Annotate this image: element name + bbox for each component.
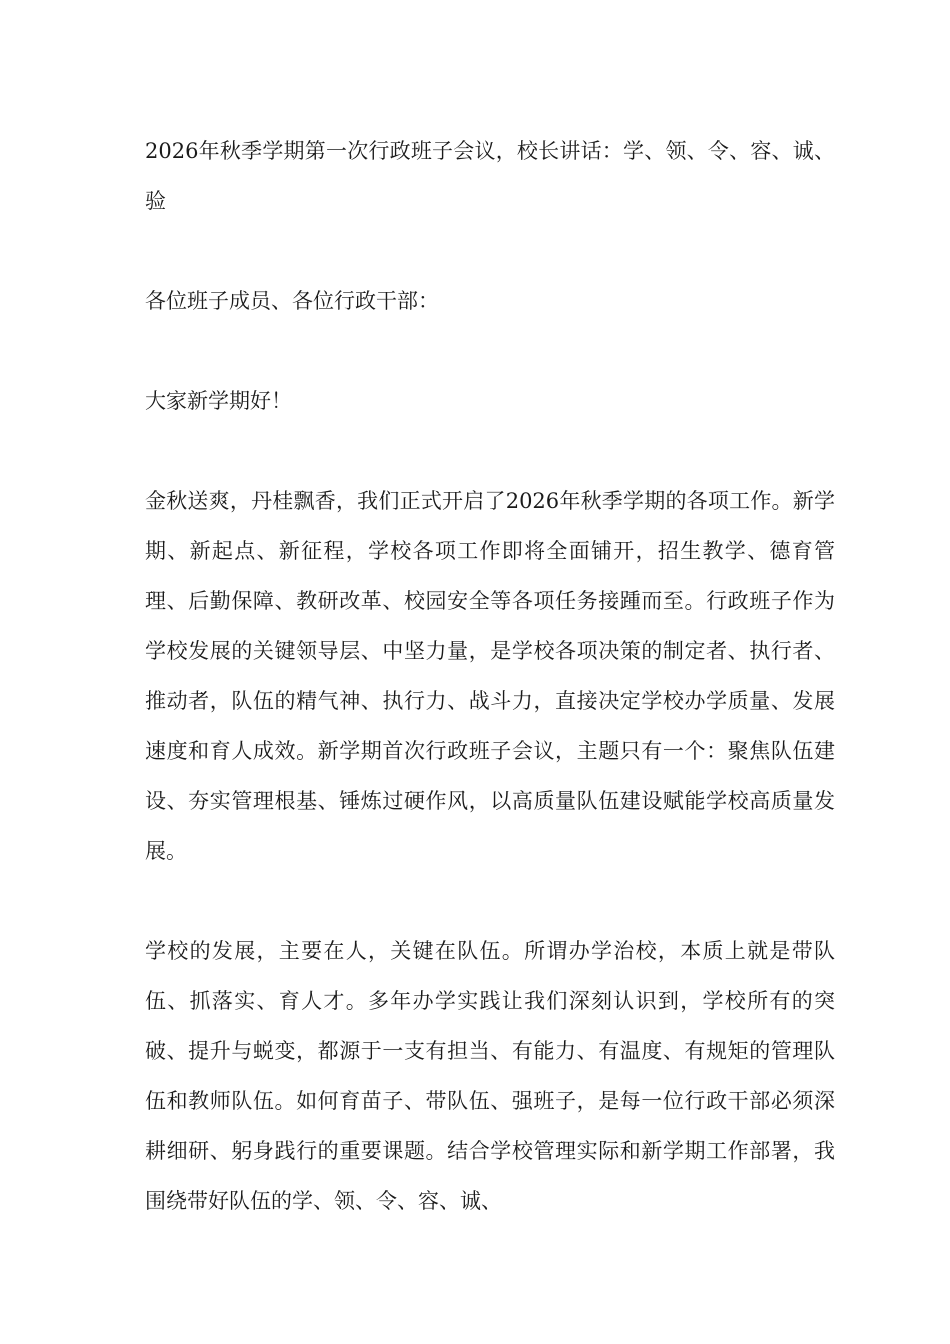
salutation: 各位班子成员、各位行政干部： [145, 289, 439, 313]
body-paragraph-2: 学校的发展，主要在人，关键在队伍。所谓办学治校，本质上就是带队伍、抓落实、育人才。多年办学实践让我们深刻认识到，学校所有的突破、提升与蜕变，都源于一支有担当、有能力、有温度、有规矩的管理队伍和教师队伍。如何育苗子、带队伍、强班子，是每一位行政干部必须深耕细研、躬身践行的重要课题。结合学校管理实际和新学期工作部署，我围绕带好队伍的学、领、令、容、诚、 [145, 939, 835, 1213]
body-paragraph-1: 金秋送爽，丹桂飘香，我们正式开启了2026年秋季学期的各项工作。新学期、新起点、新征程，学校各项工作即将全面铺开，招生教学、德育管理、后勤保障、教研改革、校园安全等各项任务接踵而至。行政班子作为学校发展的关键领导层、中坚力量，是学校各项决策的制定者、执行者、推动者，队伍的精气神、执行力、战斗力，直接决定学校办学质量、发展速度和育人成效。新学期首次行政班子会议，主题只有一个：聚焦队伍建设、夯实管理根基、锤炼过硬作风，以高质量队伍建设赋能学校高质量发展。 [145, 489, 835, 863]
document-title: 2026年秋季学期第一次行政班子会议，校长讲话：学、领、令、容、诚、验 [145, 139, 835, 213]
document-body [145, 126, 835, 1276]
greeting: 大家新学期好！ [145, 389, 292, 413]
